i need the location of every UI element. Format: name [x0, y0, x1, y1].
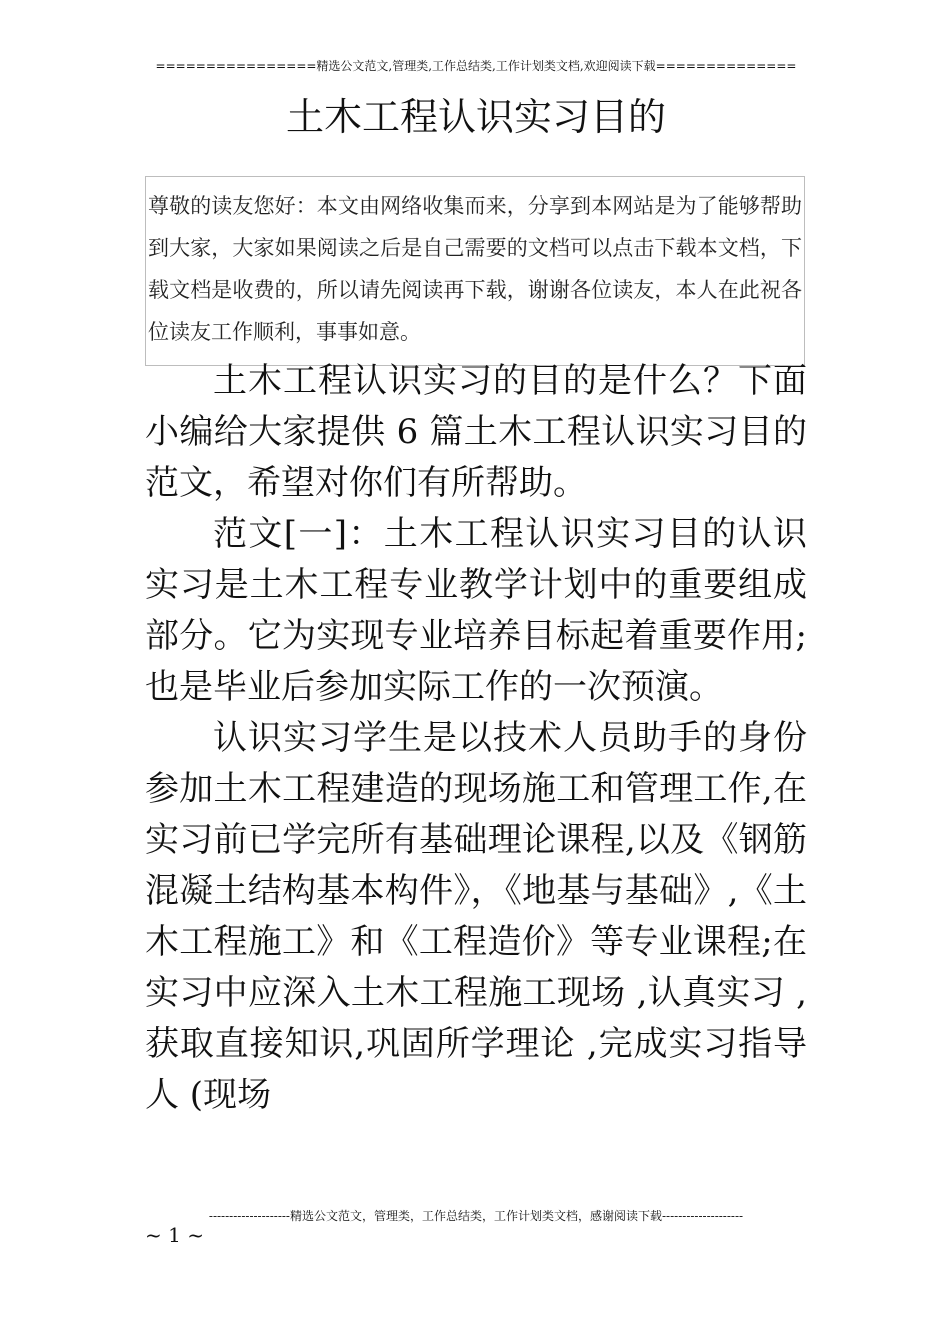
page-footer: --------------------精选公文范文，管理类，工作总结类，工作计划类文档，感谢阅读下载-------------------- — [208, 1209, 744, 1223]
body-paragraph: 土木工程认识实习的目的是什么？下面小编给大家提供 6 篇土木工程认识实习目的范文，希望对你们有所帮助。 — [145, 361, 807, 503]
document-body — [145, 356, 807, 1121]
body-paragraph: 范文[一]：土木工程认识实习目的认识实习是土木工程专业教学计划中的重要组成部分。它为实现专业培养目标起着重要作用;也是毕业后参加实际工作的一次预演。 — [145, 514, 807, 707]
reader-notice-box: 尊敬的读友您好：本文由网络收集而来，分享到本网站是为了能够帮助到大家，大家如果阅读之后是自己需要的文档可以点击下载本文档，下载文档是收费的，所以请先阅读再下载，谢谢各位读友，本人在此祝各位读友工作顺利，事事如意。 — [145, 176, 805, 366]
body-paragraph: 认识实习学生是以技术人员助手的身份参加土木工程建造的现场施工和管理工作,在实习前已学完所有基础理论课程,以及《钢筋混凝土结构基本构件》，《地基与基础》,《土木工程施工》和《工程造价》等专业课程;在实习中应深入土木工程施工现场 ,认真实习 ,获取直接知识,巩固所学理论 ,完成实习指导人 (现场 — [145, 718, 807, 1115]
page-number: ~ 1 ~ — [145, 1223, 204, 1247]
document-title: 土木工程认识实习目的 — [285, 95, 666, 139]
page-header: ================精选公文范文,管理类,工作总结类,工作计划类文档,欢迎阅读下载============== — [155, 59, 797, 73]
